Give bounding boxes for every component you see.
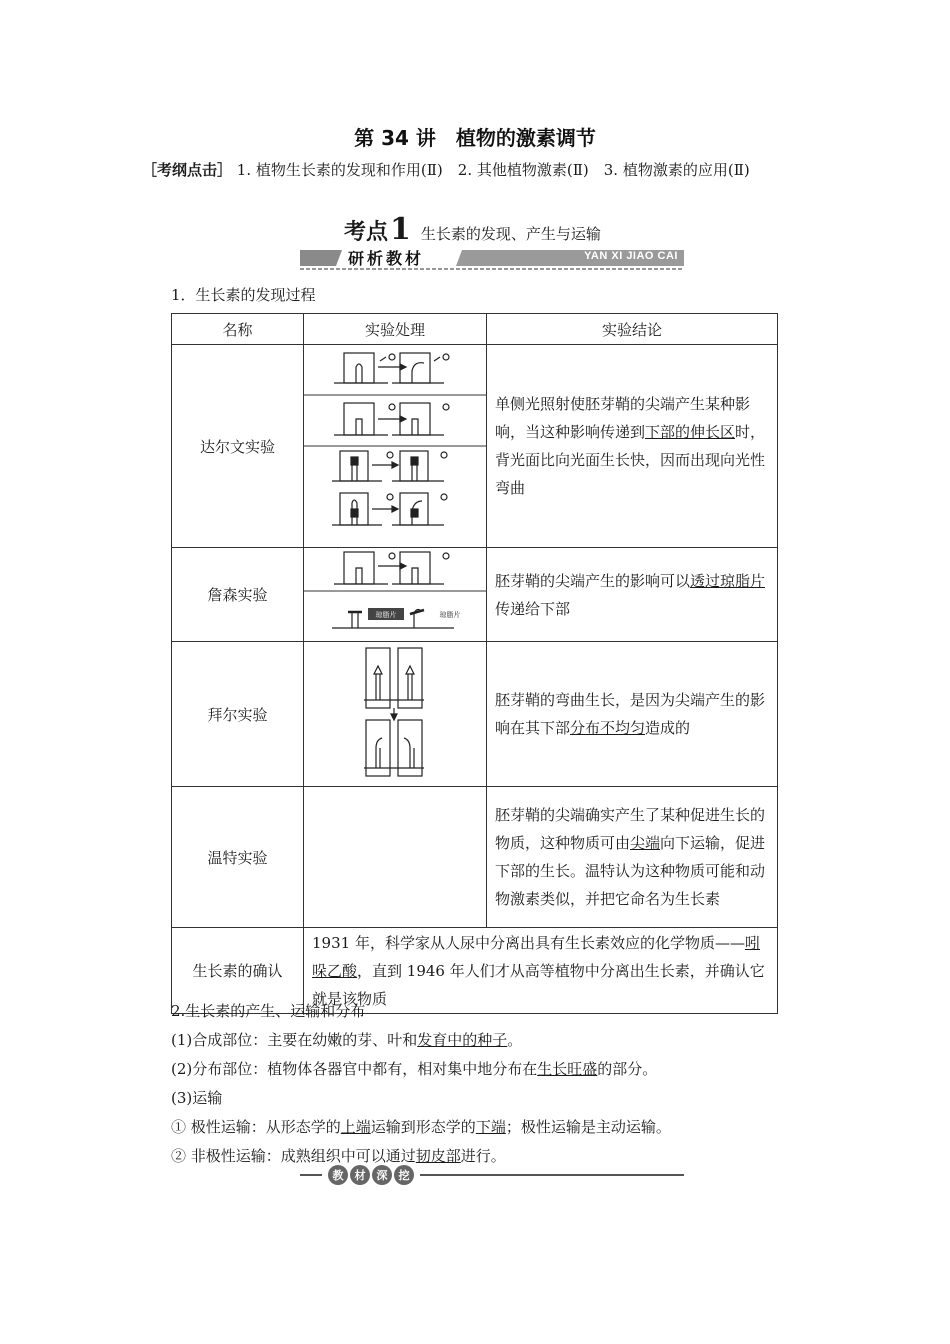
header-treatment: 实验处理 (304, 314, 487, 345)
conclusion-text: 向下运输，促进下部的生长。温特认为这种物质可能和动物激素类似，并把它命名为生长素 (495, 834, 766, 908)
row-conclusion (487, 345, 778, 548)
discovery-table (171, 313, 778, 1014)
jensen-diagram-cell (304, 548, 487, 642)
section-banner (300, 244, 684, 272)
agar-label-1: 琼脂片 (375, 611, 397, 619)
row-name: 温特实验 (172, 787, 304, 928)
section2-heading: 2.生长素的产生、运输和分布 (171, 1002, 366, 1020)
kaodian-heading (344, 212, 744, 246)
row-name: 拜尔实验 (172, 642, 304, 787)
line-key: 下端 (475, 1118, 506, 1136)
section1-heading: 1．生长素的发现过程 (171, 286, 316, 304)
conclusion-text: 胚芽鞘的尖端产生的影响可以 (495, 571, 691, 590)
darwin-diagram (304, 345, 486, 543)
conclusion-text: ，直到 1946 年人们才从高等植物中分离出生长素，并确认它就是该物质 (312, 961, 765, 1008)
line-key: 发育中的种子 (417, 1031, 508, 1049)
synthesis-line (171, 1026, 811, 1055)
exam-outline (142, 156, 812, 184)
conclusion-key: 吲哚乙酸 (312, 933, 760, 980)
line-key: 上端 (340, 1118, 371, 1136)
line-text: 。 (507, 1031, 523, 1049)
agar-label-2: 琼脂片 (439, 611, 461, 619)
line-text: ① 极性运输：从形态学的 (171, 1118, 341, 1136)
conclusion-text: 传递给下部 (495, 599, 571, 618)
row-conclusion (487, 548, 778, 642)
section2 (171, 997, 811, 1171)
outline-text: 1. 植物生长素的发现和作用(Ⅱ) 2. 其他植物激素(Ⅱ) 3. 植物激素的应用(Ⅱ) (236, 161, 750, 179)
deep-char-2: 材 (354, 1169, 366, 1182)
row-conclusion (487, 787, 778, 928)
conclusion-text: 造成的 (645, 719, 691, 737)
line-key: 韧皮部 (415, 1147, 461, 1165)
line-text: (2)分布部位：植物体各器官中都有，相对集中地分布在 (171, 1060, 538, 1078)
table-row (172, 642, 778, 787)
paal-diagram (304, 642, 486, 782)
header-conclusion: 实验结论 (487, 314, 778, 345)
outline-tag: ［考纲点击］ (142, 161, 233, 179)
polar-transport-line (171, 1113, 811, 1142)
transport-heading: (3)运输 (171, 1089, 223, 1107)
conclusion-text: 单侧光照射使胚芽鞘的尖端产生某种影响，当这种影响传递到 (495, 395, 751, 441)
line-key: 生长旺盛 (537, 1060, 598, 1078)
jensen-diagram (304, 548, 486, 637)
went-diagram-cell (304, 787, 487, 928)
deep-char-4: 挖 (398, 1169, 410, 1182)
kaodian-number: 1 (390, 212, 411, 247)
line-text: (1)合成部位：主要在幼嫩的芽、叶和 (171, 1031, 418, 1049)
kaodian-label: 考点 (344, 220, 389, 245)
page-title: 第 34 讲 植物的激素调节 (354, 126, 596, 150)
table-row (172, 345, 778, 548)
deep-char-1: 教 (332, 1169, 344, 1182)
kaodian-subtitle: 生长素的发现、产生与运输 (420, 225, 601, 243)
conclusion-text: 时，背光面比向光面生长快，因而出现向光性弯曲 (495, 423, 766, 497)
banner-english: YAN XI JIAO CAI (584, 250, 678, 262)
line-text: ；极性运输是主动运输。 (505, 1118, 671, 1136)
line-text: ② 非极性运输：成熟组织中可以通过 (171, 1147, 416, 1165)
distribution-line (171, 1055, 811, 1084)
conclusion-text: 胚芽鞘的尖端确实产生了某种促进生长的物质，这种物质可由 (495, 806, 766, 852)
deep-dig-graphic (300, 1160, 684, 1190)
line-text: 的部分。 (597, 1060, 658, 1078)
line-text: 运输到形态学的 (370, 1118, 476, 1136)
row-name: 生长素的确认 (172, 928, 304, 1014)
row-name: 詹森实验 (172, 548, 304, 642)
conclusion-text: 胚芽鞘的弯曲生长，是因为尖端产生的影响在其下部 (495, 691, 766, 737)
conclusion-key: 尖端 (630, 834, 661, 852)
conclusion-key: 下部的伸长区 (645, 423, 736, 441)
row-conclusion (487, 642, 778, 787)
darwin-diagram-cell (304, 345, 487, 548)
header-name: 名称 (172, 314, 304, 345)
table-row (172, 787, 778, 928)
deep-char-3: 深 (376, 1169, 388, 1182)
table-row (172, 548, 778, 642)
conclusion-text: 1931 年，科学家从人尿中分离出具有生长素效应的化学物质—— (312, 933, 745, 952)
deep-dig-banner (300, 1160, 684, 1190)
table-header-row (172, 314, 778, 345)
conclusion-key: 透过琼脂片 (690, 571, 766, 590)
conclusion-key: 分布不均匀 (570, 719, 646, 737)
line-text: 进行。 (460, 1147, 506, 1165)
paal-diagram-cell (304, 642, 487, 787)
row-name: 达尔文实验 (172, 345, 304, 548)
banner-label: 研析教材 (348, 249, 425, 268)
